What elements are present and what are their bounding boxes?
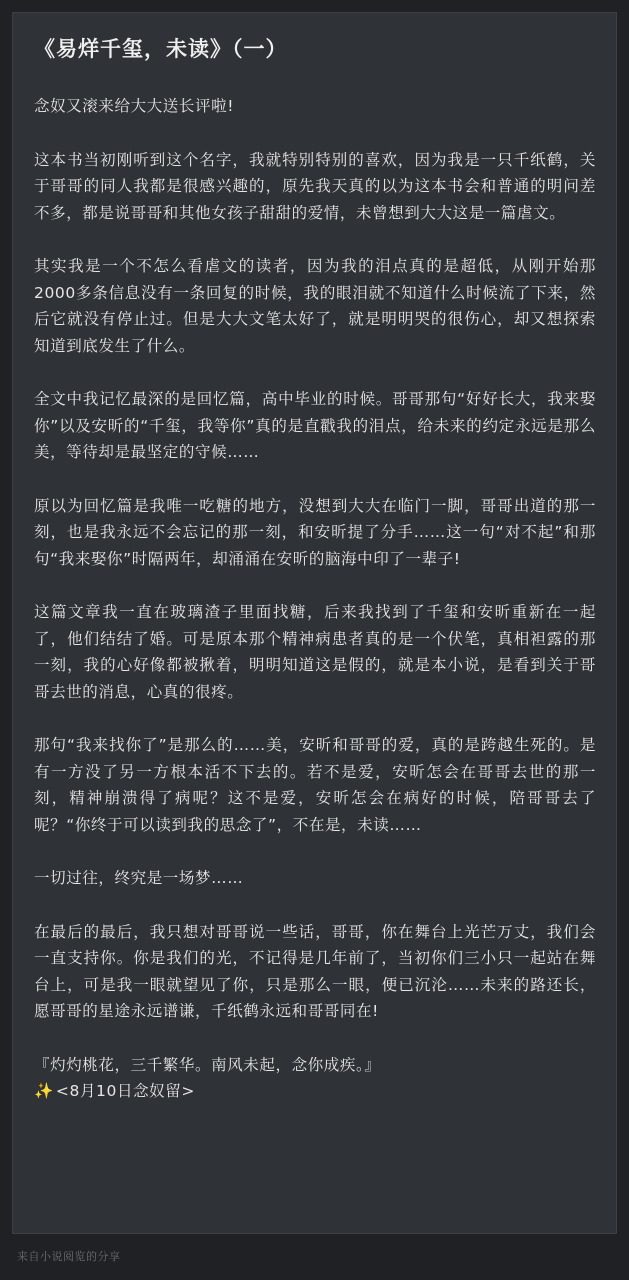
share-source-footer: 来自小说阅览的分享 — [17, 1250, 121, 1263]
sparkle-icon: ✨ — [34, 1082, 54, 1100]
paragraph-6: 这篇文章我一直在玻璃渣子里面找糖，后来我找到了千玺和安昕重新在一起了，他们结结了婚。可是原本那个精神病患者真的是一个伏笔，真相袒露的那一刻，我的心好像都被揪着，明明知道这是假的，就是本小说，是看到关于哥哥去世的消息，心真的很疼。 — [34, 603, 596, 701]
paragraph-7: 那句“我来找你了”是那么的……美，安昕和哥哥的爱，真的是跨越生死的。是有一方没了另一方根本活不下去的。若不是爱，安昕怎会在哥哥去世的那一刻，精神崩溃得了病呢？这不是爱，安昕怎会在病好的时候，陪哥哥去了呢？“你终于可以读到我的思念了”，不在是，未读…… — [34, 736, 596, 834]
signature: <8月10日念奴留> — [55, 1082, 195, 1100]
paragraph-8: 一切过往，终究是一场梦…… — [34, 869, 244, 887]
paragraph-5: 原以为回忆篇是我唯一吃糖的地方，没想到大大在临门一脚，哥哥出道的那一刻，也是我永远不会忘记的那一刻，和安昕提了分手……这一句“对不起”和那句“我来娶你”时隔两年，却涌涌在安昕的脑海中印了一辈子! — [34, 496, 596, 568]
paragraph-1: 念奴又滚来给大大送长评啦! — [34, 97, 235, 115]
article-title: 《易烊千玺，未读》（一） — [34, 37, 288, 61]
paragraph-2: 这本书当初刚听到这个名字，我就特别特别的喜欢，因为我是一只千纸鹤，关于哥哥的同人我都是很感兴趣的，原先我天真的以为这本书会和普通的明问差不多，都是说哥哥和其他女孩子甜甜的爱情，未曾想到大大这是一篇虐文。 — [34, 150, 596, 222]
paragraph-4: 全文中我记忆最深的是回忆篇，高中毕业的时候。哥哥那句“好好长大，我来娶你”以及安昕的“千玺，我等你”真的是直戳我的泪点，给未来的约定永远是那么美，等待却是最坚定的守候…… — [34, 390, 596, 461]
paragraph-3: 其实我是一个不怎么看虐文的读者，因为我的泪点真的是超低，从刚开始那2000多条信息没有一条回复的时候，我的眼泪就不知道什么时候流了下来，然后它就没有停止过。但是大大文笔太好了，就是明明哭的很伤心，却又想探索知道到底发生了什么。 — [34, 257, 596, 355]
review-card — [12, 12, 617, 1234]
signature-line — [34, 1078, 596, 1105]
closing-quote: 『灼灼桃花，三千繁华。南风未起，念你成疾。』 — [34, 1055, 381, 1074]
paragraph-9: 在最后的最后，我只想对哥哥说一些话，哥哥，你在舞台上光芒万丈，我们会一直支持你。你是我们的光，不记得是几年前了，当初你们三小只一起站在舞台上，可是我一眼就望见了你，只是那么一眼，便已沉沦……未来的路还长，愿哥哥的星途永远谱谦，千纸鹤永远和哥哥同在! — [34, 922, 596, 1020]
